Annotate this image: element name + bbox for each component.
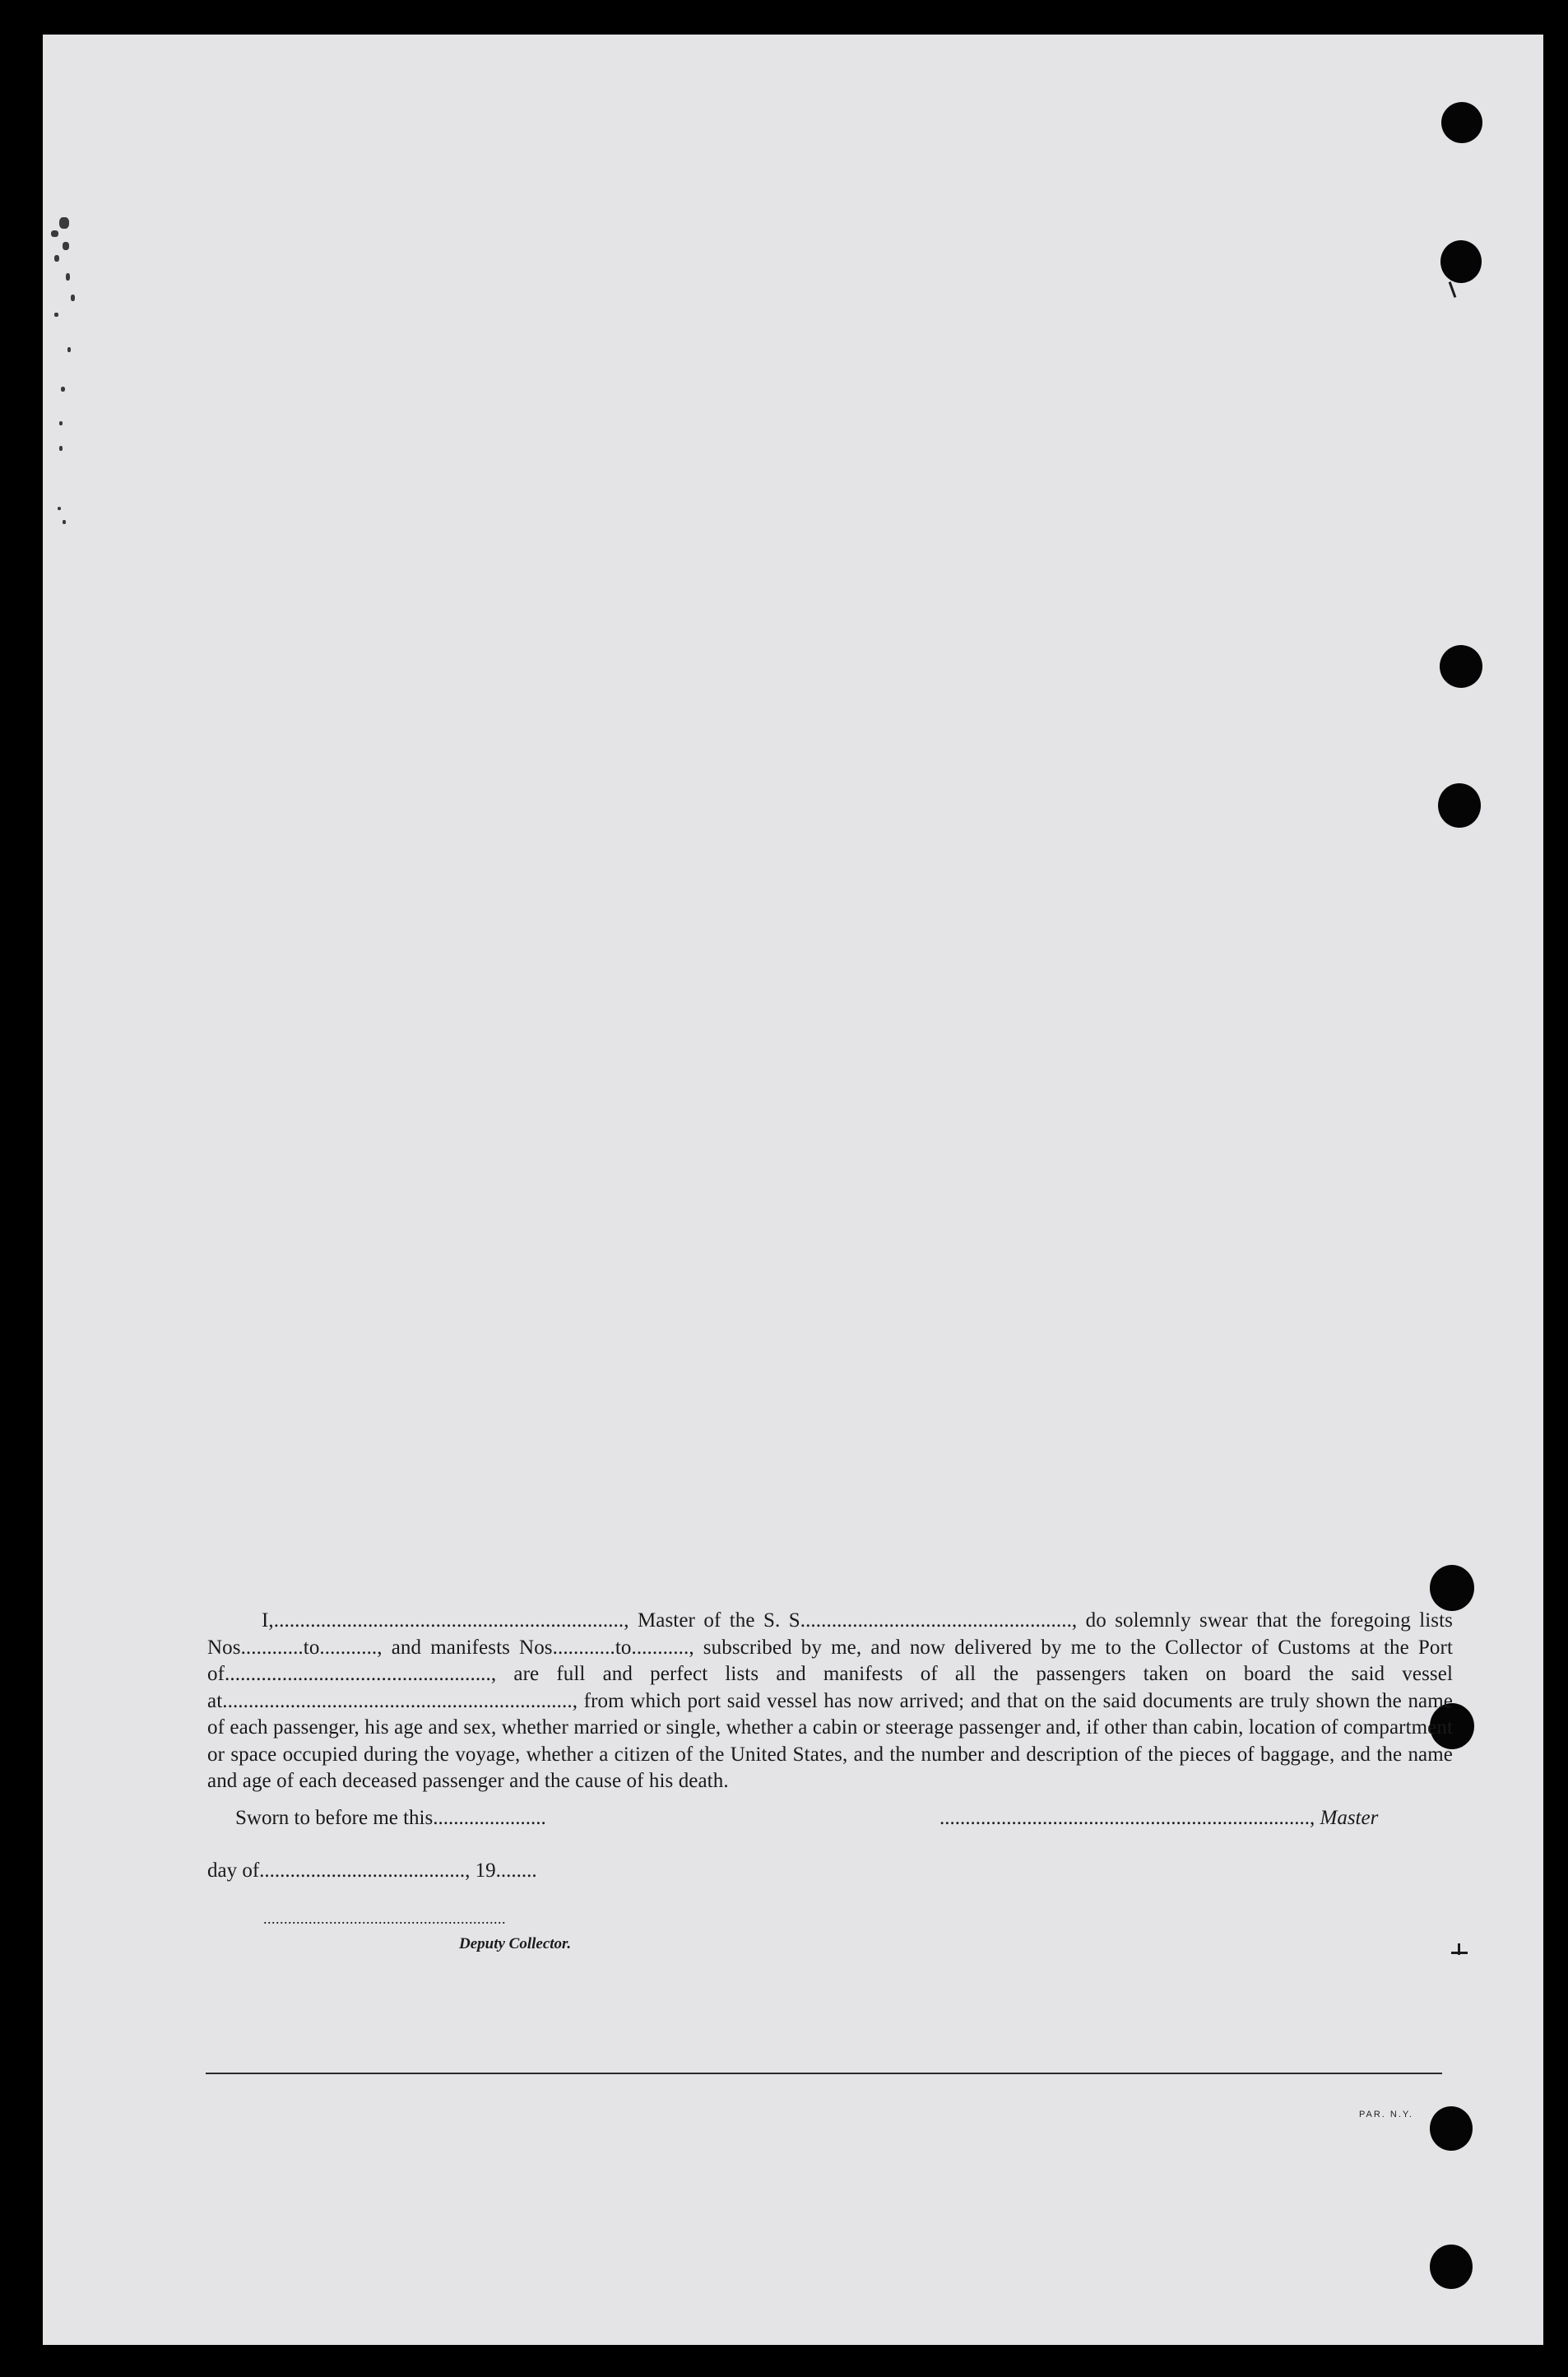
collector-signature-dots: ...........................................................	[263, 1910, 506, 1927]
scan-speck	[54, 313, 58, 317]
scan-speck	[59, 421, 63, 425]
punch-hole-3	[1440, 645, 1482, 688]
scan-speck	[58, 507, 61, 510]
oath-text: I,..................................................................., Master of the S. S...................................................., do solemnly swear that the foregoing lists Nos............to..........., and manifests Nos............to..........., subscribed by me, and now delivered by me to the Collector of Customs at the Port of..................................................., are full and perfect lists and manifests of all the passengers taken on board the said vessel at..................................................................., from which port said vessel has now arrived; and that on the said documents are truly shown the name of each passenger, his age and sex, whether married or single, whether a cabin or steerage passenger and, if other than cabin, location of compartment or space occupied during the voyage, whether a citizen of the United States, and the number and description of the pieces of baggage, and the name and age of each deceased passenger and the cause of his death.	[207, 1609, 1453, 1792]
scan-speck	[71, 295, 75, 301]
master-signature-line	[939, 1807, 1378, 1830]
scan-speck	[63, 520, 66, 524]
scan-speck	[61, 387, 65, 392]
master-title: Master	[1320, 1807, 1379, 1829]
scan-speck	[51, 230, 58, 237]
scan-speck	[67, 347, 71, 352]
printer-mark: PAR. N.Y.	[1359, 2110, 1413, 2119]
master-signature-dots: ........................................................................,	[939, 1807, 1315, 1829]
sworn-label: Sworn to before me this......................	[235, 1807, 546, 1829]
footer-rule	[206, 2073, 1442, 2074]
oath-paragraph	[207, 1608, 1453, 1795]
collector-title: Deputy Collector.	[459, 1935, 572, 1952]
punch-hole-1	[1441, 102, 1482, 143]
punch-hole-5	[1430, 1565, 1474, 1611]
scan-speck	[59, 217, 69, 229]
pencil-mark	[1458, 1943, 1460, 1955]
scan-speck	[66, 273, 70, 281]
punch-hole-8	[1430, 2245, 1473, 2289]
form-page	[43, 35, 1543, 2345]
scan-speck	[54, 255, 59, 262]
scan-speck	[59, 446, 63, 451]
punch-hole-2	[1440, 240, 1482, 283]
scan-speck	[63, 242, 69, 250]
pencil-mark	[1449, 281, 1457, 298]
punch-hole-4	[1438, 783, 1481, 828]
punch-hole-7	[1430, 2106, 1473, 2151]
day-line: day of........................................, 19........	[207, 1859, 537, 1882]
